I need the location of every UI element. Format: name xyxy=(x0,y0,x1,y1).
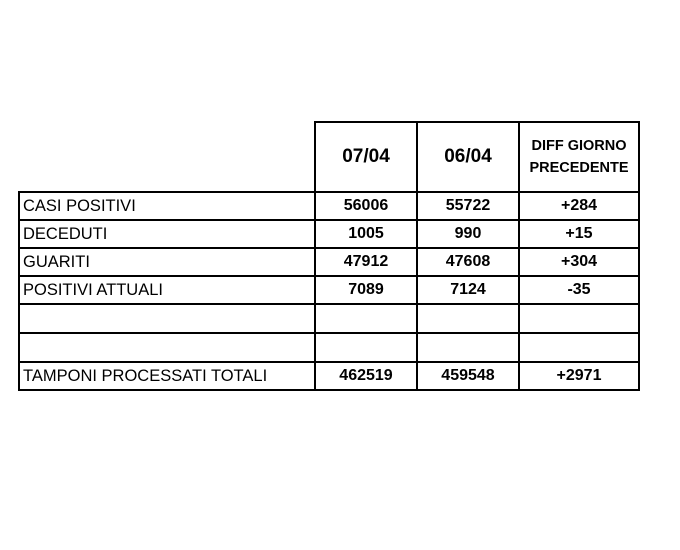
table-row-empty xyxy=(19,304,639,333)
row-value-diff: +284 xyxy=(519,192,639,220)
table-row-empty xyxy=(19,333,639,362)
row-value-date-2 xyxy=(417,333,519,362)
row-value-diff xyxy=(519,333,639,362)
table-row xyxy=(19,220,639,248)
covid-stats-table xyxy=(18,121,640,391)
row-value-date-1 xyxy=(315,333,417,362)
row-label: POSITIVI ATTUALI xyxy=(19,276,315,304)
row-value-date-1: 47912 xyxy=(315,248,417,276)
row-label: GUARITI xyxy=(19,248,315,276)
row-value-diff: +2971 xyxy=(519,362,639,390)
row-value-date-2: 47608 xyxy=(417,248,519,276)
row-value-date-2: 990 xyxy=(417,220,519,248)
row-value-date-2 xyxy=(417,304,519,333)
header-date-1: 07/04 xyxy=(315,122,417,192)
row-value-diff: +15 xyxy=(519,220,639,248)
row-value-date-1: 7089 xyxy=(315,276,417,304)
row-value-diff xyxy=(519,304,639,333)
row-value-date-1 xyxy=(315,304,417,333)
header-date-2: 06/04 xyxy=(417,122,519,192)
row-value-diff: +304 xyxy=(519,248,639,276)
row-label: DECEDUTI xyxy=(19,220,315,248)
header-row xyxy=(19,122,639,192)
blank-corner-cell xyxy=(19,122,315,192)
row-value-date-2: 459548 xyxy=(417,362,519,390)
table-row xyxy=(19,362,639,390)
row-value-date-1: 56006 xyxy=(315,192,417,220)
table-row xyxy=(19,276,639,304)
row-label: TAMPONI PROCESSATI TOTALI xyxy=(19,362,315,390)
row-value-diff: -35 xyxy=(519,276,639,304)
row-value-date-2: 55722 xyxy=(417,192,519,220)
row-value-date-1: 1005 xyxy=(315,220,417,248)
table-row xyxy=(19,192,639,220)
header-diff: DIFF GIORNO PRECEDENTE xyxy=(519,122,639,192)
row-value-date-2: 7124 xyxy=(417,276,519,304)
row-value-date-1: 462519 xyxy=(315,362,417,390)
row-label xyxy=(19,304,315,333)
table-row xyxy=(19,248,639,276)
row-label xyxy=(19,333,315,362)
row-label: CASI POSITIVI xyxy=(19,192,315,220)
